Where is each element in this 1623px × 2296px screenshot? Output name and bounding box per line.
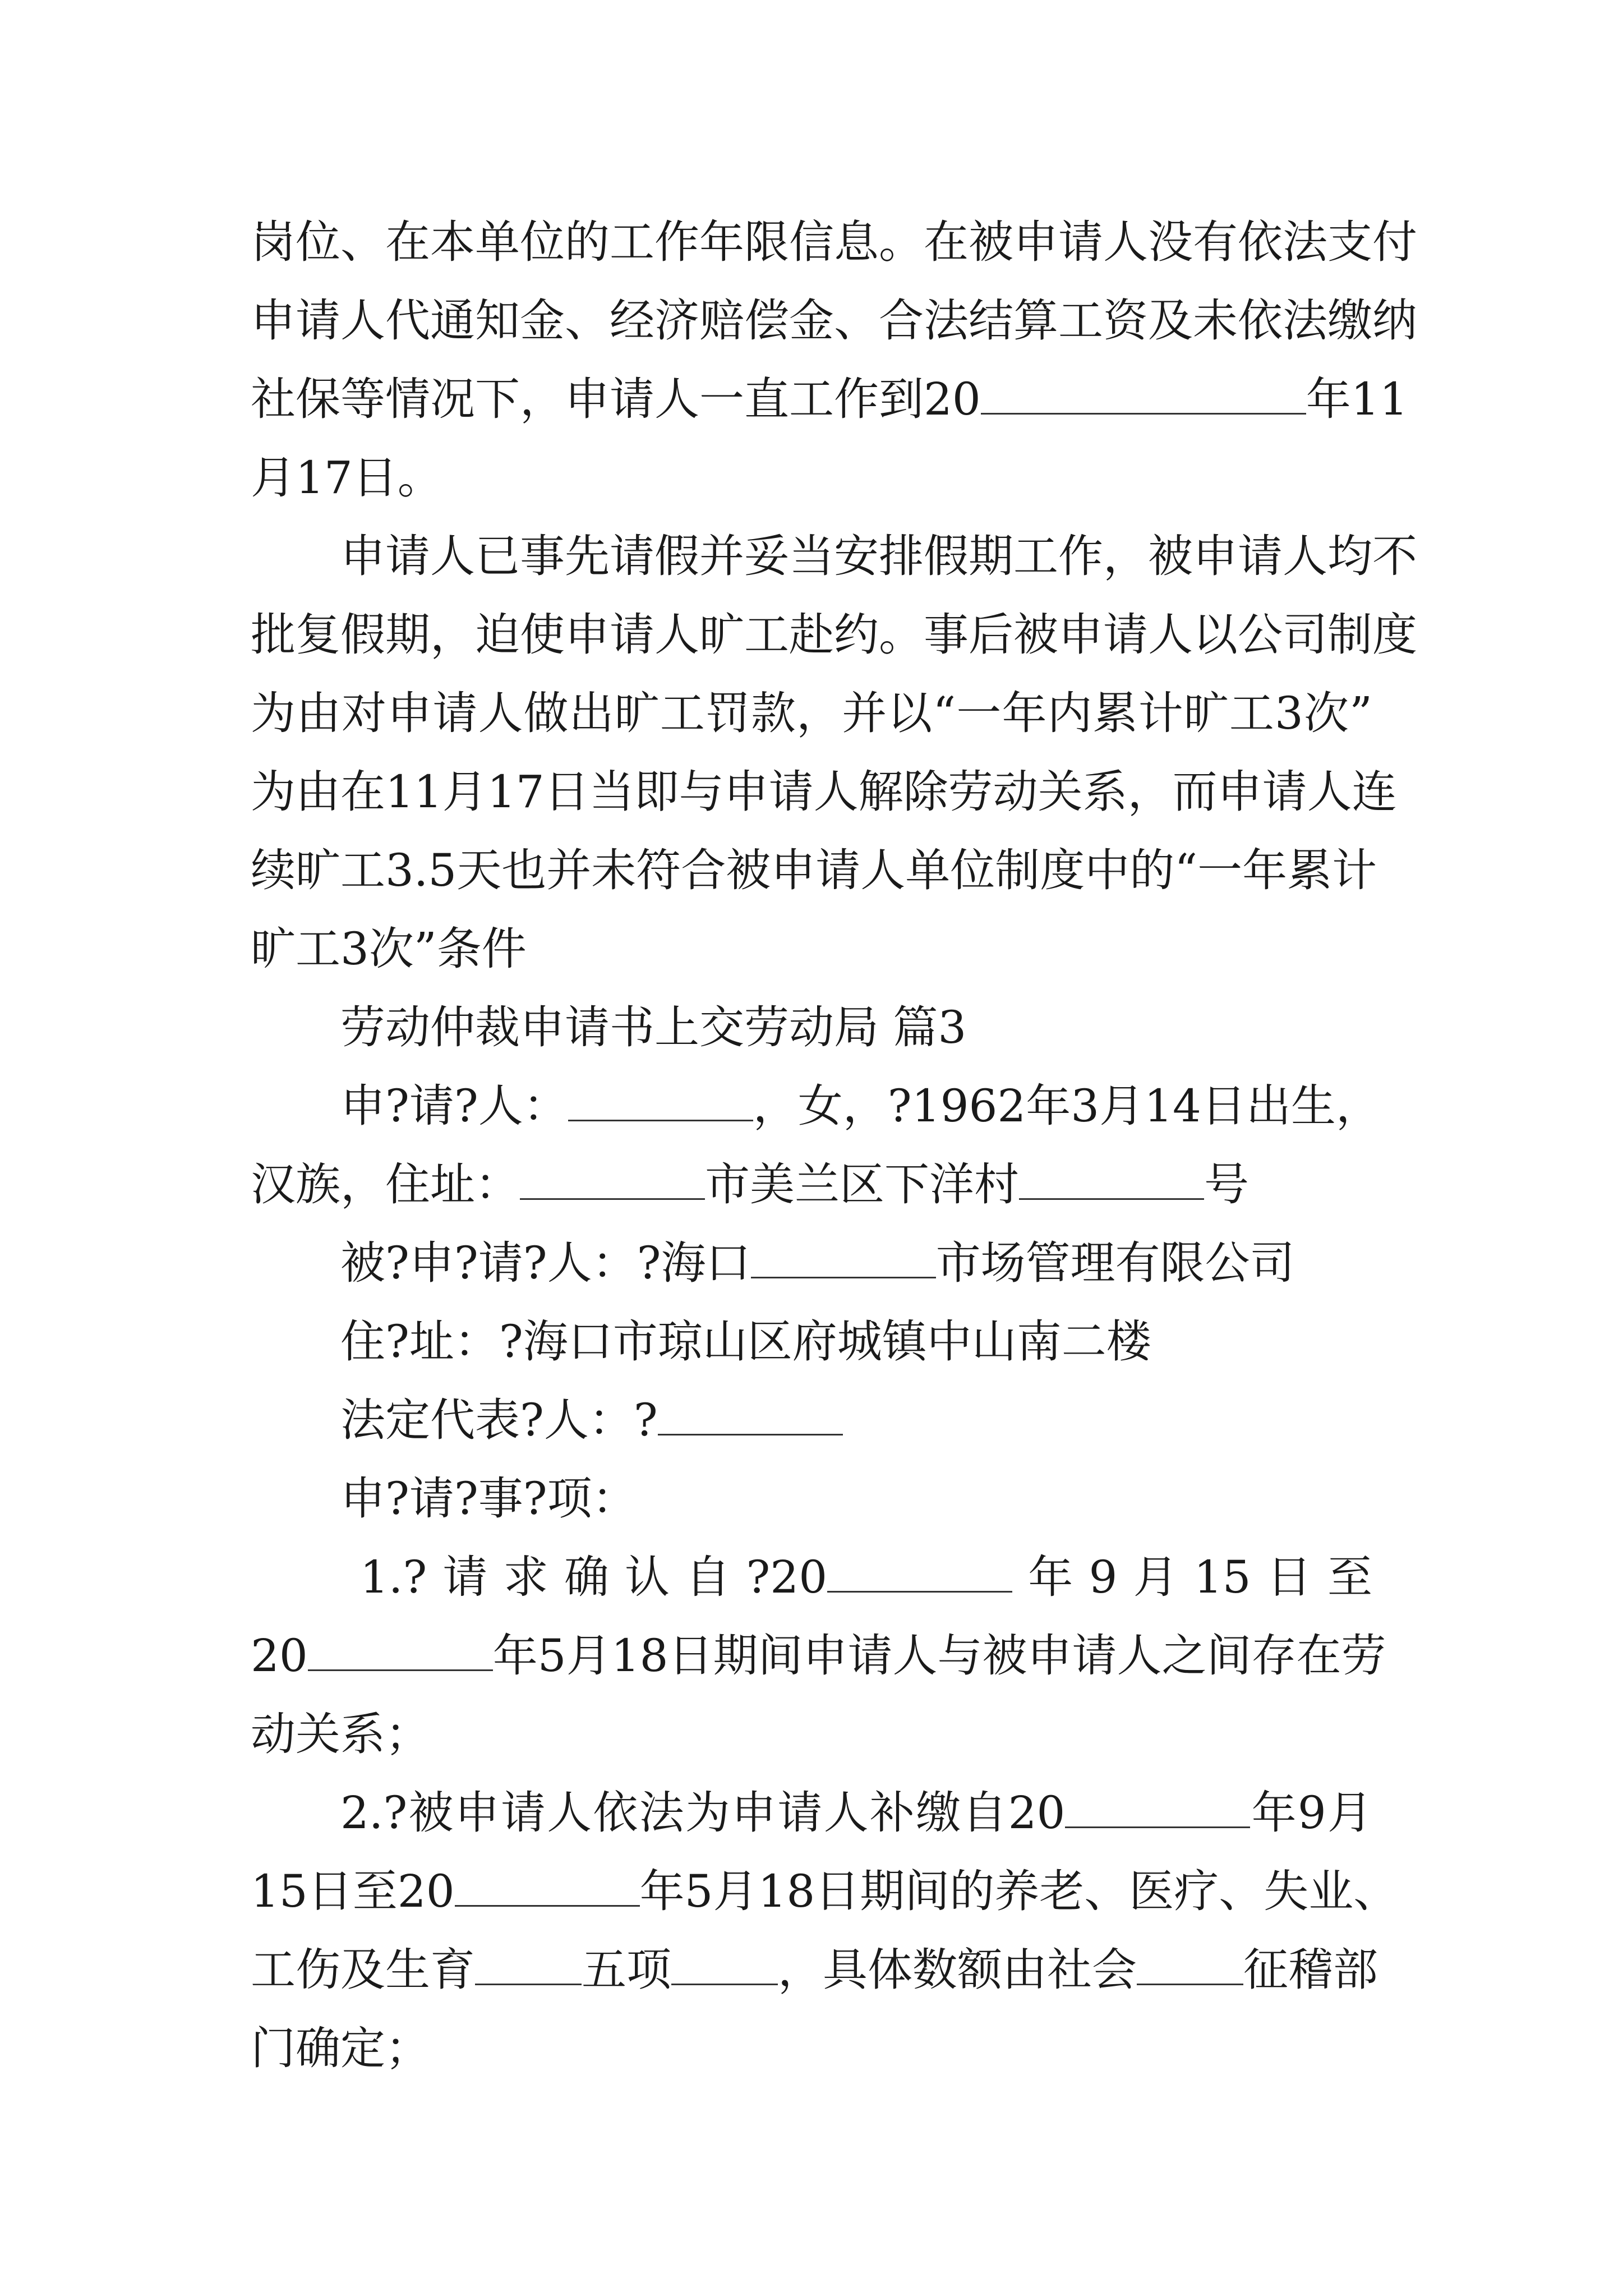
- respondent-label: 被?申?请?人：?海口: [340, 1237, 751, 1289]
- claim-2-text-c: 15日至20: [251, 1865, 455, 1917]
- claim-2-text-g: ，具体数额由社会: [778, 1944, 1137, 1996]
- claim-2-text-d: 年5月18日期间的养老、医疗、失业、: [639, 1865, 1399, 1917]
- claim-1-text-d: 年5月18日期间申请人与被申请人之间存在劳: [492, 1630, 1386, 1682]
- paragraph-1-line-4: 月17日。: [251, 452, 442, 504]
- claim-1-line-3: 动关系；: [251, 1708, 430, 1760]
- insurance-blank-3: [1137, 1944, 1243, 1985]
- legal-representative-blank: [658, 1395, 843, 1435]
- claims-heading: 申?请?事?项：: [340, 1473, 637, 1525]
- paragraph-1-line-3-text-b: 年11: [1306, 373, 1408, 425]
- claim-2-end-year-blank: [455, 1866, 640, 1907]
- paragraph-2-line-6: 旷工3次”条件: [251, 923, 527, 975]
- applicant-line-2: [251, 1157, 1249, 1213]
- applicant-address-label: 汉族，住址：: [251, 1158, 520, 1211]
- section-title: 劳动仲裁申请书上交劳动局 篇3: [340, 1001, 967, 1053]
- applicant-line-1: [340, 1078, 1381, 1134]
- claim-2-line-2: [251, 1864, 1399, 1920]
- house-number-blank: [1019, 1159, 1204, 1200]
- paragraph-2-line-2: 批复假期，迫使申请人旷工赴约。事后被申请人以公司制度: [251, 609, 1417, 661]
- claim-1-year-blank: [827, 1552, 1012, 1593]
- claim-2-line-3: [251, 1942, 1378, 1998]
- respondent-name-line: [340, 1235, 1295, 1291]
- applicant-details: ，女，?1962年3月14日出生，: [753, 1080, 1381, 1132]
- paragraph-2-line-1: 申请人已事先请假并妥当安排假期工作，被申请人均不: [340, 530, 1417, 582]
- respondent-company-suffix: 市场管理有限公司: [935, 1237, 1295, 1289]
- paragraph-2-line-3: 为由对申请人做出旷工罚款，并以“一年内累计旷工3次”: [251, 687, 1372, 739]
- paragraph-2-line-5: 续旷工3.5天也并未符合被申请人单位制度中的“一年累计: [251, 844, 1377, 896]
- applicant-address-text: 市美兰区下洋村: [705, 1158, 1019, 1211]
- claim-2-text-e: 工伤及生育: [251, 1944, 475, 1996]
- claim-1-line-2: [251, 1628, 1386, 1684]
- claim-1-end-year-blank: [308, 1630, 493, 1671]
- city-blank: [520, 1159, 705, 1200]
- claim-1-text-a: 1.?请求确认自?20: [360, 1551, 828, 1603]
- insurance-blank-1: [475, 1944, 582, 1985]
- insurance-blank-2: [671, 1944, 778, 1985]
- date-blank: [981, 374, 1306, 415]
- company-name-blank: [751, 1237, 936, 1278]
- legal-representative-label: 法定代表?人：?: [340, 1394, 658, 1446]
- paragraph-2-line-4: 为由在11月17日当即与申请人解除劳动关系，而申请人连: [251, 766, 1397, 818]
- paragraph-1-line-3-text-a: 社保等情况下，申请人一直工作到20: [251, 373, 981, 425]
- claim-2-year-blank: [1065, 1787, 1250, 1828]
- applicant-name-blank: [568, 1080, 753, 1121]
- claim-1-text-c: 20: [251, 1630, 308, 1682]
- claim-2-text-f: 五项: [582, 1944, 671, 1996]
- claim-2-text-h: 征稽部: [1243, 1944, 1378, 1996]
- legal-representative-line: [340, 1392, 843, 1448]
- claim-1-text-b: 年9月15日至: [1012, 1551, 1372, 1603]
- applicant-label: 申?请?人：: [340, 1080, 568, 1132]
- claim-1-line-1: [360, 1549, 1372, 1605]
- applicant-address-suffix: 号: [1204, 1158, 1249, 1211]
- claim-2-line-1: [340, 1785, 1372, 1841]
- paragraph-1-line-3: [251, 371, 1408, 427]
- respondent-address: 住?址：?海口市琼山区府城镇中山南二楼: [340, 1315, 1151, 1368]
- claim-2-text-a: 2.?被申请人依法为申请人补缴自20: [340, 1787, 1066, 1839]
- paragraph-1-line-2: 申请人代通知金、经济赔偿金、合法结算工资及未依法缴纳: [251, 295, 1417, 347]
- claim-2-line-4: 门确定；: [251, 2022, 430, 2074]
- paragraph-1-line-1: 岗位、在本单位的工作年限信息。在被申请人没有依法支付: [251, 216, 1417, 268]
- claim-2-text-b: 年9月: [1250, 1787, 1372, 1839]
